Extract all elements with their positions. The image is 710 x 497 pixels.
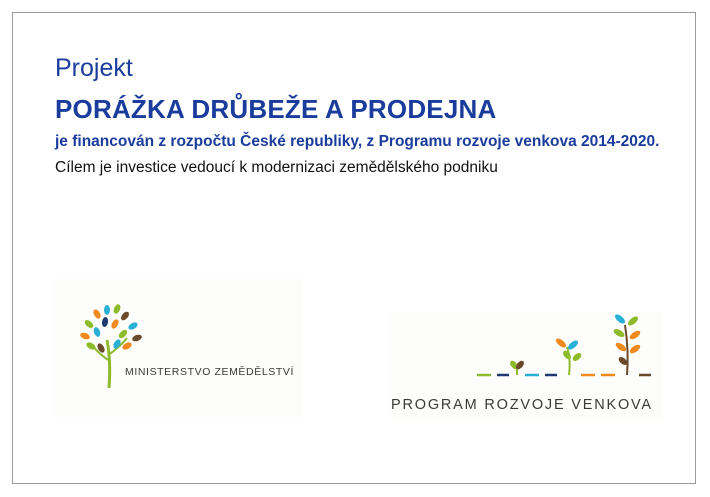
sprouts-icon (477, 311, 663, 379)
ministry-logo (55, 278, 303, 418)
project-label: Projekt (55, 54, 133, 82)
goal-statement: Cílem je investice vedoucí k modernizaci zemědělského podniku (55, 159, 498, 176)
ministry-logo-text: MINISTERSTVO ZEMĚDĚLSTVÍ (125, 366, 295, 378)
poster-frame (12, 12, 696, 484)
funding-statement: je financován z rozpočtu České republiky, z Programu rozvoje venkova 2014-2020. (55, 133, 660, 150)
program-logo-text: PROGRAM ROZVOJE VENKOVA (391, 397, 653, 413)
project-title: PORÁŽKA DRŮBEŽE A PRODEJNA (55, 94, 497, 124)
program-logo (391, 311, 663, 421)
